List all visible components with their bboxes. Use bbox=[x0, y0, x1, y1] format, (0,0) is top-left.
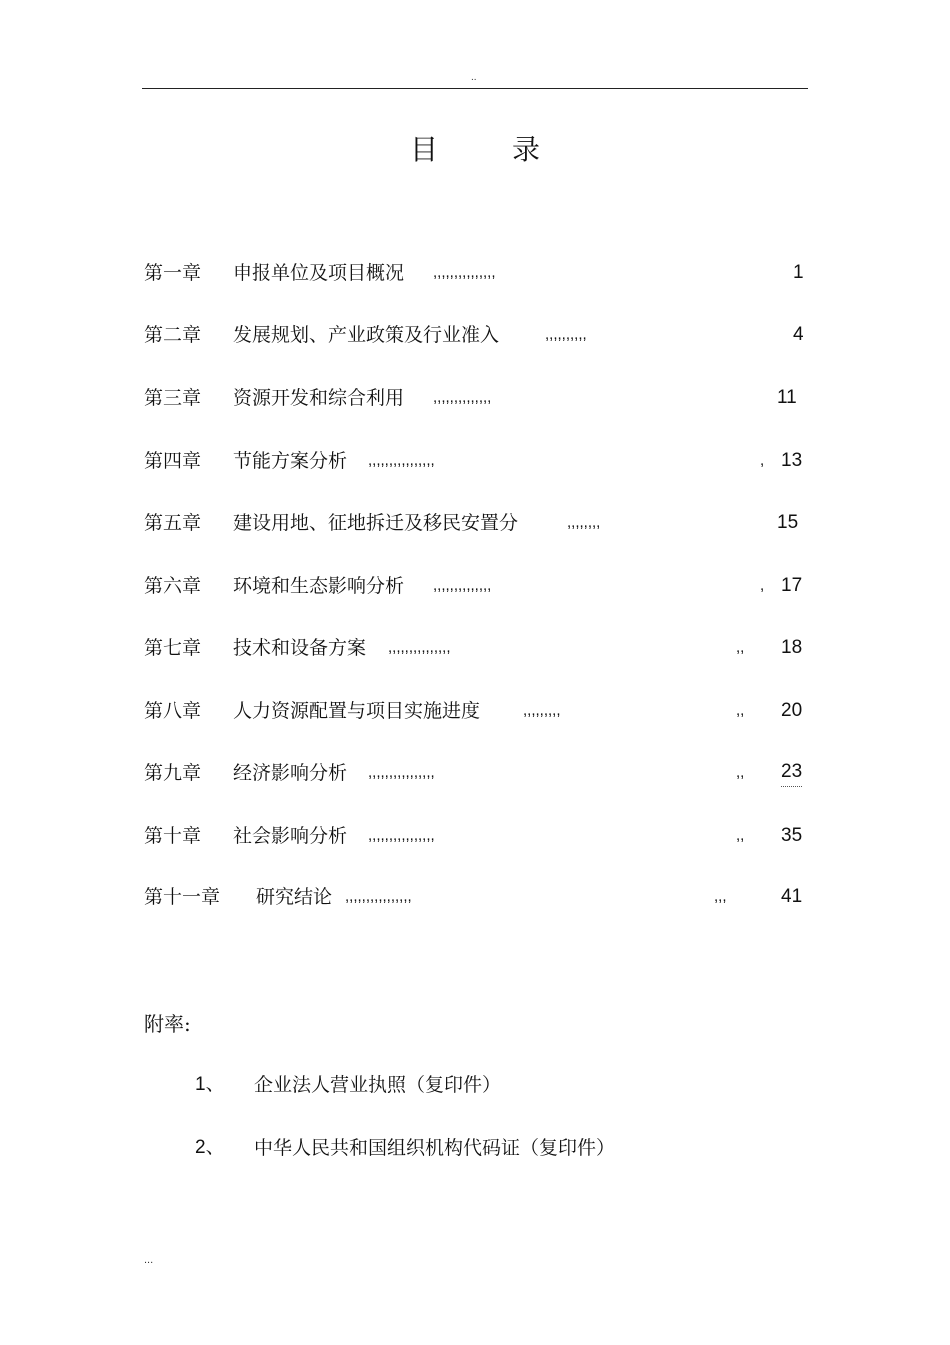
toc-row-8[interactable] bbox=[0, 696, 950, 726]
appendix-item-number: 2、 bbox=[195, 1137, 225, 1158]
toc-row-11[interactable] bbox=[0, 882, 950, 912]
toc-mid-leader: ,,, bbox=[714, 888, 727, 905]
toc-page: 4 bbox=[793, 324, 804, 345]
toc-row-7[interactable] bbox=[0, 633, 950, 663]
appendix-item-text: 企业法人营业执照（复印件） bbox=[254, 1074, 502, 1096]
toc-mid-leader: ,, bbox=[736, 639, 745, 656]
appendix-item-1 bbox=[0, 1070, 950, 1100]
toc-name: 节能方案分析 bbox=[233, 450, 348, 472]
toc-name: 环境和生态影响分析 bbox=[233, 575, 405, 597]
toc-name: 申报单位及项目概况 bbox=[233, 262, 405, 284]
appendix-item-text: 中华人民共和国组织机构代码证（复印件） bbox=[254, 1137, 616, 1159]
toc-row-5[interactable] bbox=[0, 508, 950, 538]
toc-page: 18 bbox=[781, 637, 803, 658]
toc-name: 技术和设备方案 bbox=[233, 637, 367, 659]
header-mark: .. bbox=[471, 72, 477, 83]
toc-chapter: 第九章 bbox=[144, 762, 202, 784]
toc-leader: ,,,,,,,,,,,,,,,, bbox=[368, 827, 435, 844]
title-char-2: 录 bbox=[512, 133, 541, 166]
toc-leader: ,,,,,,,,,,,,,,,, bbox=[345, 888, 412, 905]
toc-name: 资源开发和综合利用 bbox=[233, 387, 405, 409]
toc-mid-leader: ,, bbox=[736, 764, 745, 781]
toc-chapter: 第一章 bbox=[144, 262, 202, 284]
header-rule bbox=[142, 88, 808, 89]
toc-page: 13 bbox=[781, 450, 803, 471]
title-char-1: 目 bbox=[409, 133, 438, 166]
toc-leader: ,,,,,,,,,,,,,,, bbox=[433, 264, 496, 281]
toc-page: 1 bbox=[793, 262, 804, 283]
toc-page: 23 bbox=[781, 758, 802, 787]
toc-page: 20 bbox=[781, 700, 803, 721]
appendix-item-number: 1、 bbox=[195, 1074, 225, 1095]
toc-leader: ,,,,,,,,,,,,,, bbox=[433, 389, 492, 406]
toc-name: 人力资源配置与项目实施进度 bbox=[233, 700, 481, 722]
toc-leader: ,,,,,,,,,, bbox=[545, 326, 587, 343]
toc-name: 社会影响分析 bbox=[233, 825, 348, 847]
toc-leader: ,,,,,,,,,,,,,,,, bbox=[368, 764, 435, 781]
toc-name: 建设用地、征地拆迁及移民安置分 bbox=[233, 512, 519, 534]
toc-leader: ,,,,,,,, bbox=[567, 514, 601, 531]
toc-chapter: 第六章 bbox=[144, 575, 202, 597]
toc-row-10[interactable] bbox=[0, 821, 950, 851]
toc-leader: ,,,,,,,,,,,,,,, bbox=[388, 639, 451, 656]
appendix-item-2 bbox=[0, 1133, 950, 1163]
toc-row-4[interactable] bbox=[0, 446, 950, 476]
toc-chapter: 第五章 bbox=[144, 512, 202, 534]
appendix-label: 附率: bbox=[144, 1012, 191, 1036]
toc-page: 35 bbox=[781, 825, 803, 846]
toc-row-6[interactable] bbox=[0, 571, 950, 601]
toc-leader: ,,,,,,,,, bbox=[523, 702, 561, 719]
toc-page: 15 bbox=[777, 512, 799, 533]
toc-row-1[interactable] bbox=[0, 258, 950, 288]
toc-chapter: 第七章 bbox=[144, 637, 202, 659]
toc-page: 11 bbox=[777, 387, 797, 408]
toc-chapter: 第四章 bbox=[144, 450, 202, 472]
footer-mark: ... bbox=[144, 1254, 154, 1266]
toc-chapter: 第二章 bbox=[144, 324, 202, 346]
toc-mid-leader: ,, bbox=[736, 702, 745, 719]
toc-leader: ,,,,,,,,,,,,,,,, bbox=[368, 452, 435, 469]
toc-page: 41 bbox=[781, 886, 803, 907]
toc-chapter: 第八章 bbox=[144, 700, 202, 722]
toc-chapter: 第三章 bbox=[144, 387, 202, 409]
toc-row-2[interactable] bbox=[0, 320, 950, 350]
toc-name: 研究结论 bbox=[256, 886, 333, 908]
toc-row-9[interactable] bbox=[0, 758, 950, 788]
toc-name: 经济影响分析 bbox=[233, 762, 348, 784]
toc-mid-leader: , bbox=[760, 577, 765, 594]
page-title bbox=[0, 128, 950, 168]
toc-mid-leader: ,, bbox=[736, 827, 745, 844]
toc-row-3[interactable] bbox=[0, 383, 950, 413]
toc-chapter: 第十一章 bbox=[144, 886, 221, 908]
toc-mid-leader: , bbox=[760, 452, 765, 469]
toc-leader: ,,,,,,,,,,,,,, bbox=[433, 577, 492, 594]
toc-chapter: 第十章 bbox=[144, 825, 202, 847]
toc-name: 发展规划、产业政策及行业准入 bbox=[233, 324, 500, 346]
toc-page: 17 bbox=[781, 575, 803, 596]
